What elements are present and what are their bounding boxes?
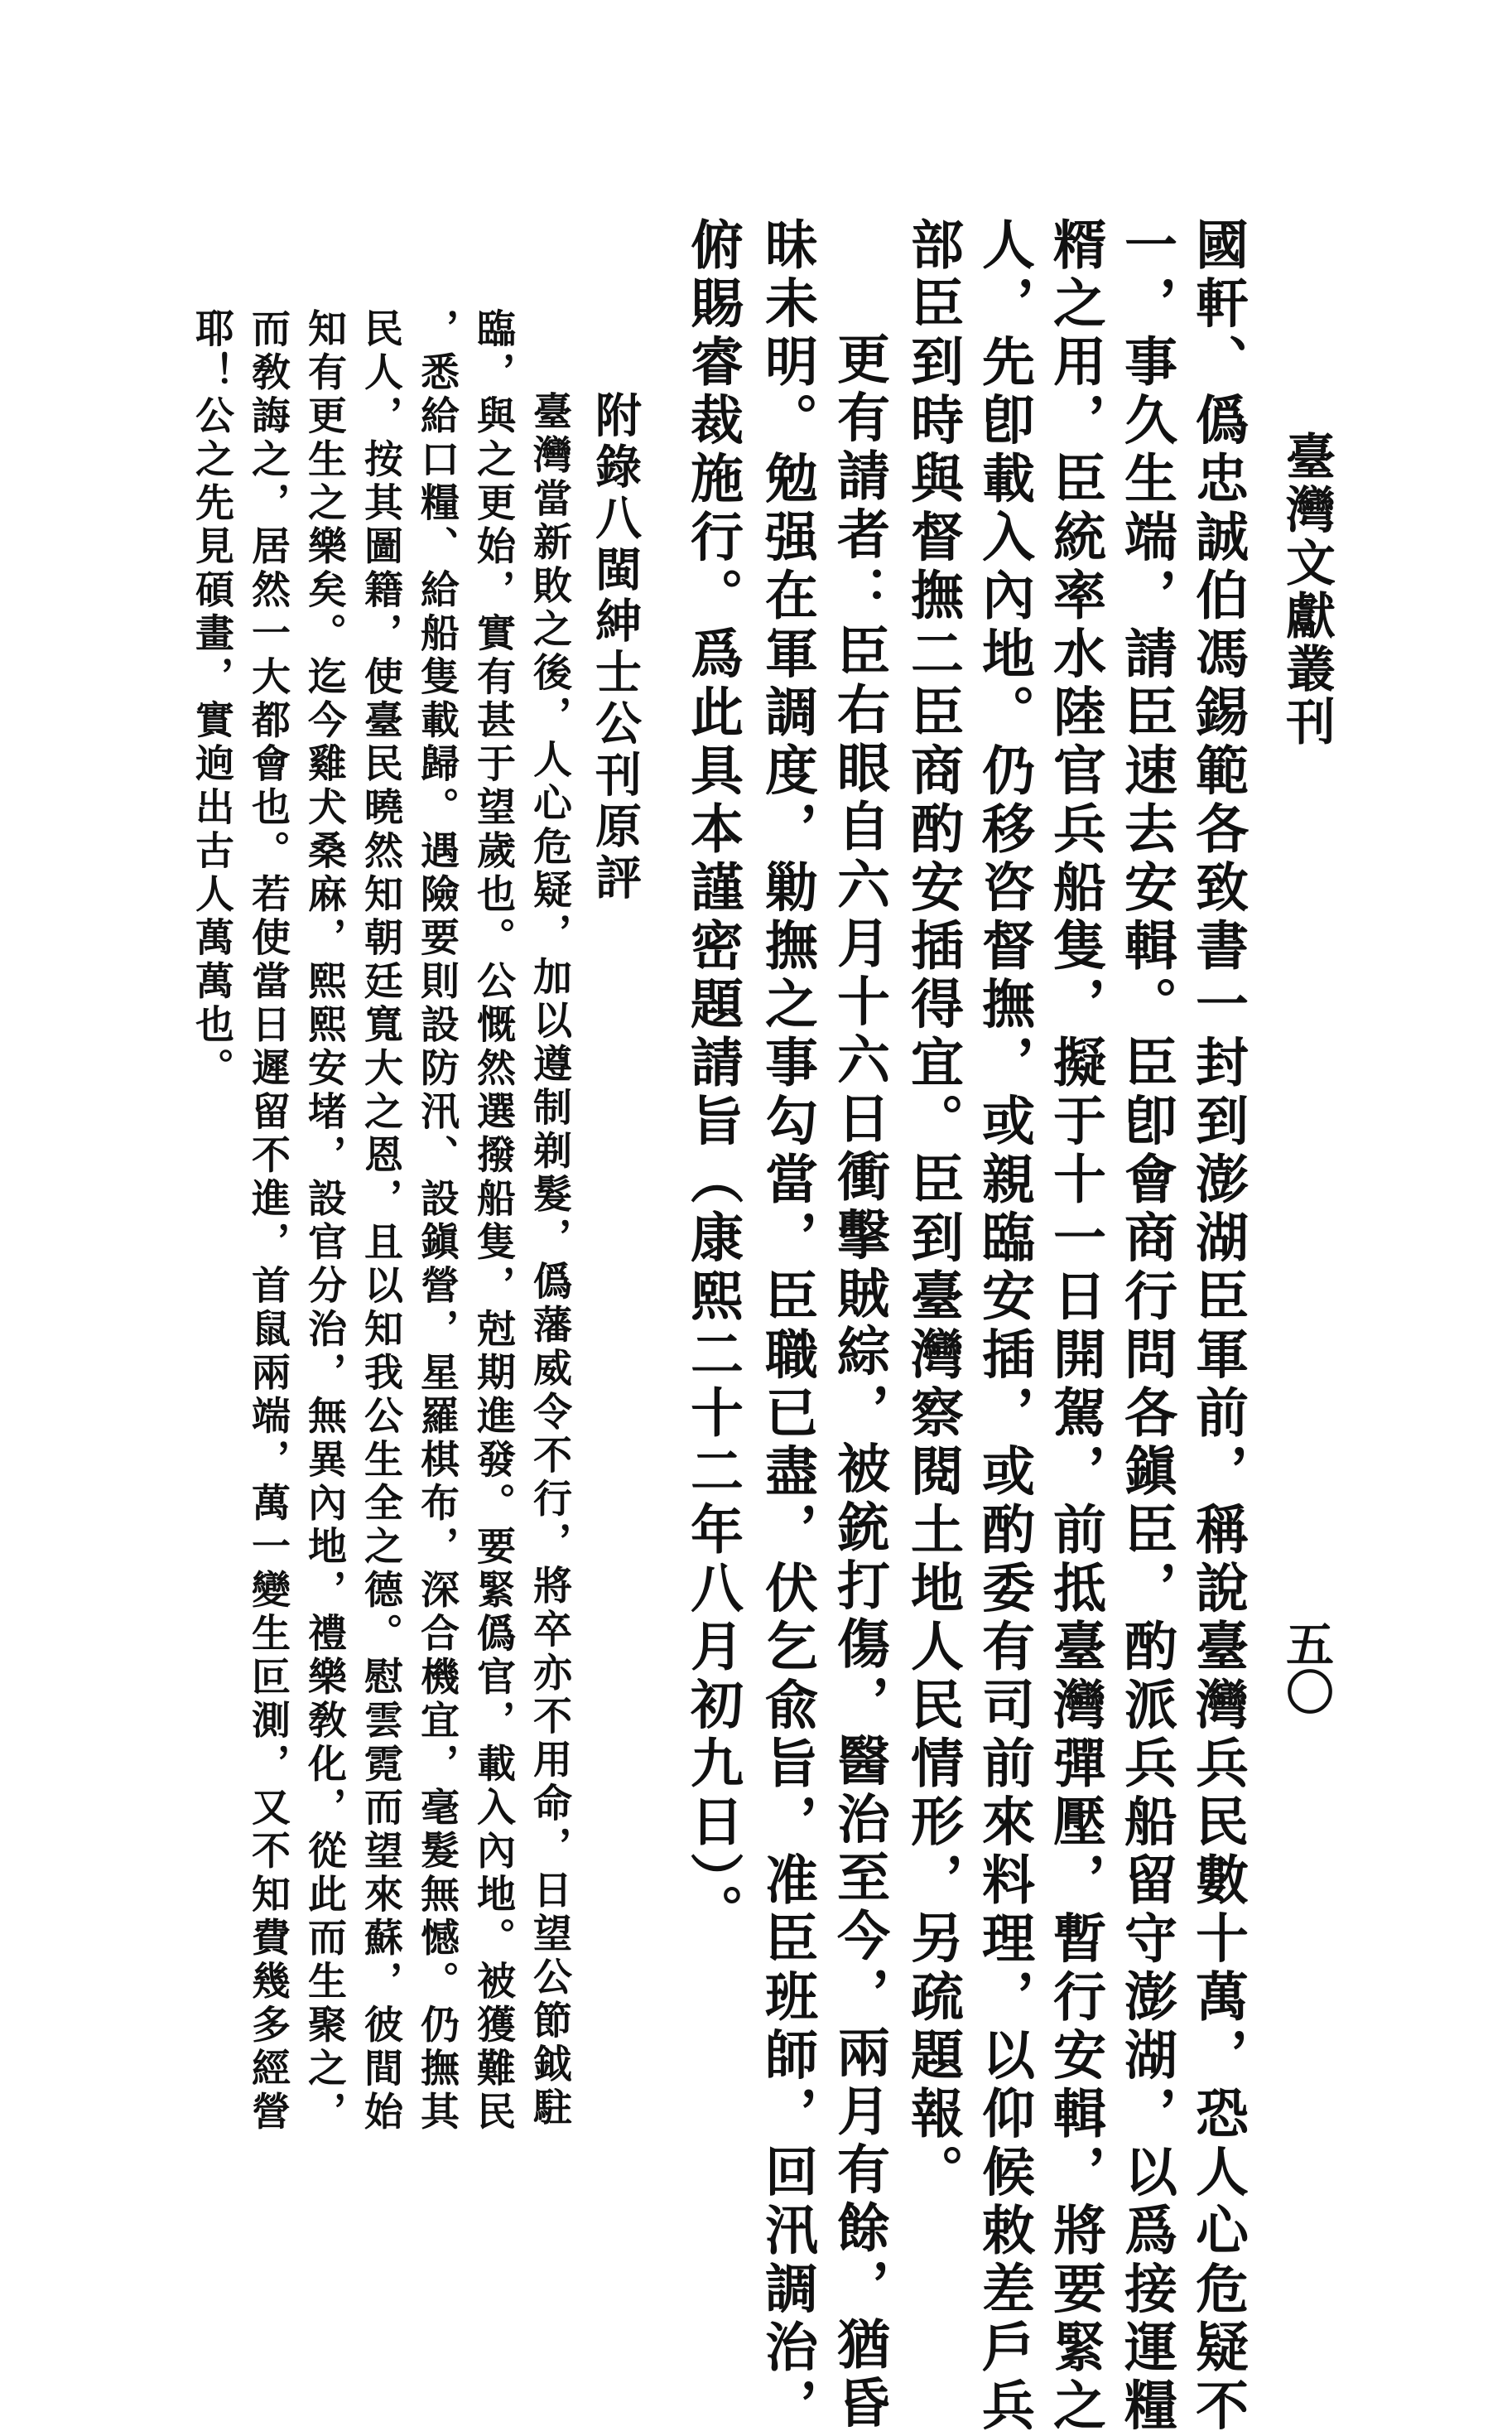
- running-header-title: 臺灣文獻叢刊: [1278, 431, 1336, 749]
- main-text-line: 部臣到時與督撫二臣商酌安插得宜。臣到臺灣察閱土地人民情形，另疏題報。: [902, 217, 964, 2202]
- main-text-line: 糈之用，臣統率水陸官兵船隻，擬于十一日開駕，前抵臺灣彈壓，暫行安輯，將要緊之: [1044, 217, 1106, 2436]
- appendix-text-line: 臨，與之更始，實有甚于望歲也。公慨然選撥船隻，尅期進發。要緊僞官，載入內地。被獲難民: [470, 308, 516, 2135]
- appendix-text-line: 民人，按其圖籍，使臺民曉然知朝廷寬大之恩，且以知我公生全之德。慰雲霓而望來蘇，彼間始: [358, 308, 403, 2135]
- appendix-title: 附錄八閩紳士公刊原評: [588, 391, 643, 904]
- main-text-line: 俯賜睿裁施行。爲此具本謹密題請旨（康熙二十二年八月初九日）。: [681, 217, 744, 1942]
- main-text-line: 更有請者：臣右眼自六月十六日衝擊賊綜，被銃打傷，醫治至今，兩月有餘，猶昏: [828, 331, 890, 2434]
- main-text-line: 人，先卽載入內地。仍移咨督撫，或親臨安插，或酌委有司前來料理，以仰候敕差戶兵: [973, 217, 1035, 2436]
- main-text-line: 昧未明。勉强在軍調度，勦撫之事勾當，臣職已盡，伏乞兪旨，准臣班師，回汛調治，: [756, 217, 818, 2436]
- main-text-line: 國軒、僞忠誠伯馮錫範各致書一封到澎湖臣軍前，稱說臺灣兵民數十萬，恐人心危疑不: [1187, 217, 1249, 2436]
- appendix-text-line: 臺灣當新敗之後，人心危疑，加以遵制剃髮，僞藩威令不行，將卒亦不用命，日望公節鉞駐: [527, 391, 572, 2130]
- appendix-text-line: 耶！公之先見碩畫，實逈出古人萬萬也。: [189, 308, 234, 1091]
- appendix-text-line: ，悉給口糧、給船隻載歸。遇險要則設防汛、設鎭營，星羅棋布，深合機宜，毫髮無憾。仍撫其: [414, 308, 460, 2135]
- main-text-line: 一，事久生端，請臣速去安輯。臣卽會商行問各鎭臣，酌派兵船留守澎湖，以爲接運糧: [1115, 217, 1177, 2436]
- appendix-text-line: 而敎誨之，居然一大都會也。若使當日遲留不進，首鼠兩端，萬一變生叵測，又不知費幾多經營: [245, 308, 291, 2135]
- page-number: 五〇: [1278, 1619, 1334, 1715]
- appendix-text-line: 知有更生之樂矣。迄今雞犬桑麻，熙熙安堵，設官分治，無異內地，禮樂敎化，從此而生聚之，: [301, 308, 347, 2135]
